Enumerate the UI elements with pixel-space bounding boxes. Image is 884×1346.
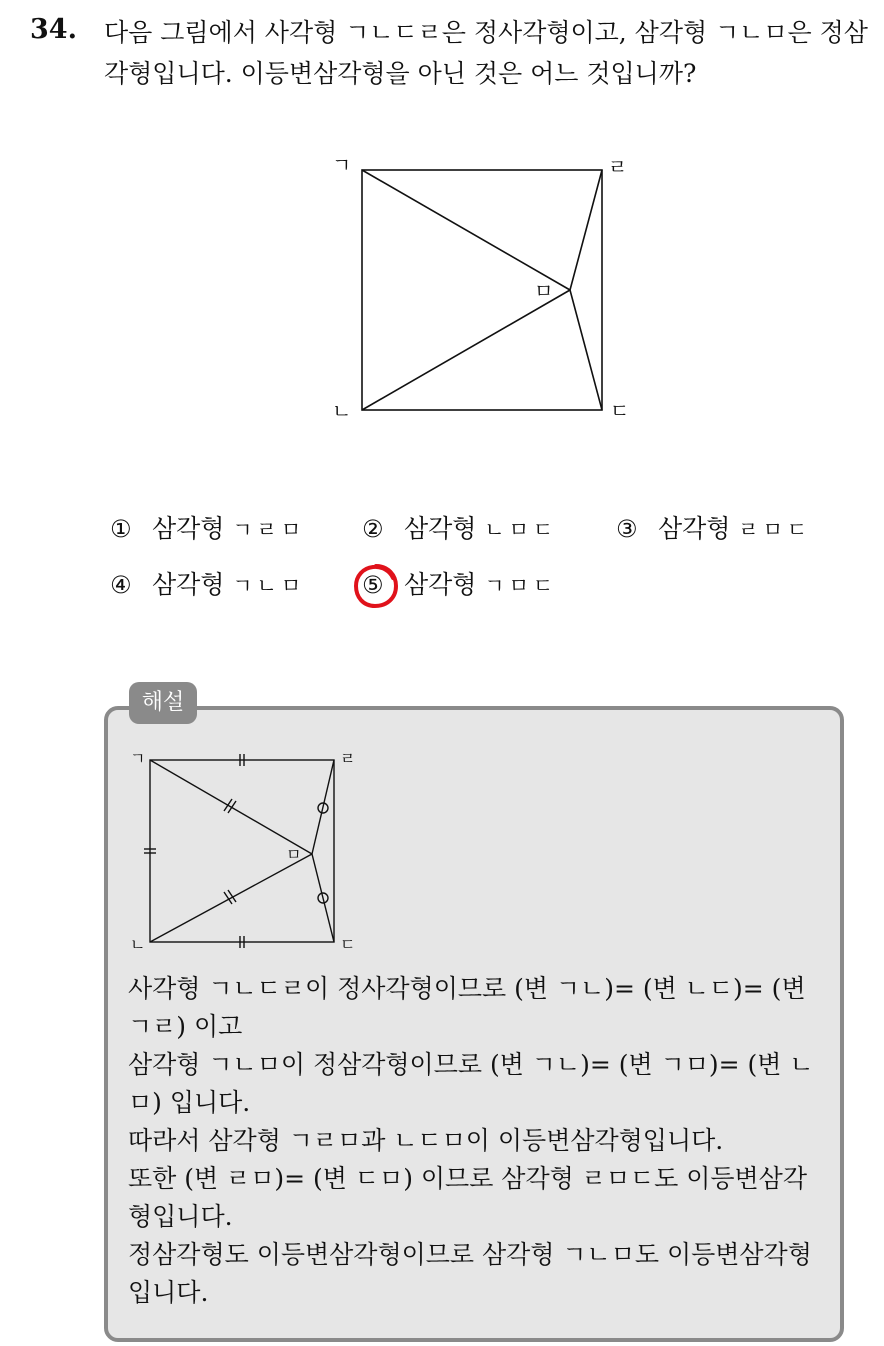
question-text: 다음 그림에서 사각형 ㄱㄴㄷㄹ은 정사각형이고, 삼각형 ㄱㄴㅁ은 정삼각형입니다. 이등변삼각형을 아닌 것은 어느 것입니까? [104, 18, 868, 88]
segment-n-m [362, 290, 570, 410]
option-3[interactable]: ③ 삼각형 ㄹㅁㄷ [616, 514, 812, 543]
explanation-line-4: 또한 (변 ㄹㅁ)= (변 ㄷㅁ) 이므로 삼각형 ㄹㅁㄷ도 이등변삼각형입니다. [128, 1164, 807, 1231]
explanation-figure [126, 748, 366, 953]
option-1[interactable]: ① 삼각형 ㄱㄹㅁ [110, 514, 306, 543]
vertex-label-r: ㄹ [608, 155, 628, 179]
vertex-label-g: ㄱ [332, 153, 352, 177]
explanation-line-5: 정삼각형도 이등변삼각형이므로 삼각형 ㄱㄴㅁ도 이등변삼각형입니다. [128, 1240, 812, 1307]
question-number: 34. [30, 14, 77, 45]
square-abcd [362, 170, 602, 410]
exp-label-m: ㅁ [286, 845, 302, 864]
option-5[interactable]: ⑤ 삼각형 ㄱㅁㄷ [362, 570, 558, 599]
exp-label-n: ㄴ [130, 935, 146, 953]
explanation-line-1: 사각형 ㄱㄴㄷㄹ이 정사각형이므로 (변 ㄱㄴ)= (변 ㄴㄷ)= (변 ㄱㄹ) 이고 [128, 974, 806, 1041]
segment-r-m [570, 170, 602, 290]
option-4[interactable]: ④ 삼각형 ㄱㄴㅁ [110, 570, 306, 599]
explanation-text [128, 970, 828, 1312]
explanation-tag: 해설 [129, 682, 197, 724]
segment-d-m [570, 290, 602, 410]
exp-label-g: ㄱ [130, 749, 146, 768]
vertex-label-d: ㄷ [610, 399, 630, 423]
vertex-label-n: ㄴ [332, 399, 352, 423]
option-2[interactable]: ② 삼각형 ㄴㅁㄷ [362, 514, 558, 543]
explanation-line-2: 삼각형 ㄱㄴㅁ이 정삼각형이므로 (변 ㄱㄴ)= (변 ㄱㅁ)= (변 ㄴㅁ) 입니다. [128, 1050, 814, 1117]
vertex-label-m: ㅁ [534, 279, 554, 303]
exp-label-d: ㄷ [340, 935, 356, 953]
exp-label-r: ㄹ [340, 749, 356, 768]
segment-g-m [362, 170, 570, 290]
explanation-line-3: 따라서 삼각형 ㄱㄹㅁ과 ㄴㄷㅁ이 이등변삼각형입니다. [128, 1126, 724, 1155]
answer-circle-mark [352, 562, 400, 610]
square-figure [320, 140, 640, 430]
